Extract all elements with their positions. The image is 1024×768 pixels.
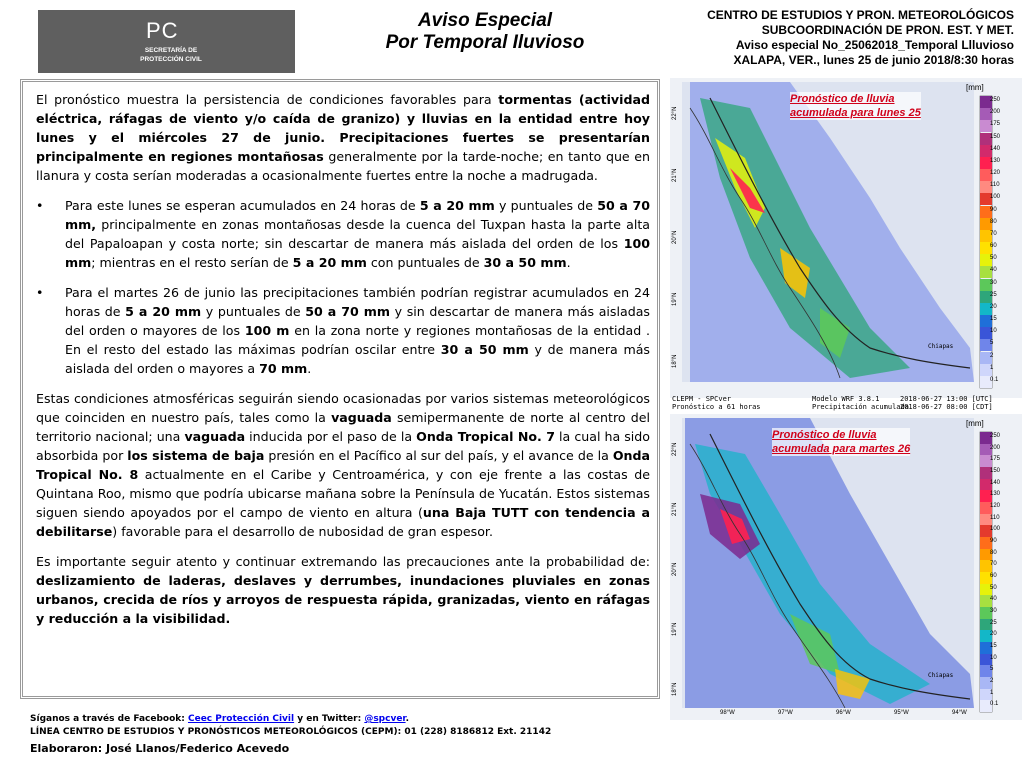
map-monday-place: Chiapas — [928, 343, 954, 350]
facebook-link[interactable]: Ceec Protección Civil — [187, 714, 295, 724]
logo-abbr: PC — [146, 18, 179, 43]
footer-social-end: . — [405, 714, 410, 724]
footer-social — [30, 713, 670, 726]
text-segment: deslizamiento de laderas, deslaves y derrumbes, inundaciones pluviales en zonas urbanos, crecida de ríos y arroyos de respuesta rápida, granizadas, viento en ráfagas y reducción a la visibilidad. — [36, 573, 650, 626]
colorbar-tick-label: 120 — [990, 503, 1001, 509]
colorbar-tick-label: 60 — [990, 243, 997, 249]
text-segment: ; mientras en el resto serían de — [91, 255, 293, 270]
colorbar-tick-label: 5 — [990, 340, 994, 347]
bullet-tuesday — [36, 283, 650, 378]
colorbar-tick-label: 5 — [990, 666, 994, 673]
lon-label: 97°W — [778, 710, 793, 716]
colorbar-tick-label: 100 — [990, 526, 1001, 533]
agency-line2: SUBCOORDINACIÓN DE PRON. EST. Y MET. — [761, 23, 1014, 37]
forecast-text-box — [20, 79, 660, 699]
info-l1: CLEPM - SPCver — [672, 395, 732, 403]
colorbar-tick-label: 0.1 — [990, 701, 999, 708]
text-segment: 5 a 20 mm — [292, 255, 367, 270]
lon-label: 96°W — [836, 710, 851, 716]
lat-label: 20°N — [672, 230, 678, 244]
map-tuesday-label-l1: Pronóstico de lluvia — [772, 429, 877, 441]
lat-label: 18°N — [672, 354, 678, 368]
text-segment: actualmente en el Caribe y Centroamérica, y con eje frente a las costas de Quintana Roo, mismo que podría ubicarse mañana sobre la Península de Yucatán. Estos sistemas siguen siendo apoyados por el campo de viento en altura ( — [36, 467, 650, 520]
rain-map-monday — [670, 78, 1022, 398]
text-segment: principalmente en zonas montañosas desde la cuenca del Tuxpan hasta la parte alta del Papaloapan y costa norte; sin descartar de manera más aislada del orden de los — [65, 217, 650, 251]
colorbar-tick-label: 1 — [990, 364, 994, 371]
colorbar-tick-label: 70 — [990, 561, 997, 568]
text-segment: 50 a 70 mm, — [65, 198, 650, 232]
map-tuesday-place: Chiapas — [928, 672, 954, 679]
text-segment: 100 mm — [65, 236, 650, 270]
text-segment: y de manera más aislada del orden o mayores a — [65, 342, 650, 376]
text-segment: Para este lunes se esperan acumulados en 24 horas de — [65, 198, 420, 213]
paragraph-intro — [36, 90, 650, 185]
colorbar-unit: [mm] — [966, 419, 984, 428]
colorbar-tick-label: 10 — [990, 654, 997, 661]
info-l2: Pronóstico a 61 horas — [672, 403, 761, 411]
bullet-dot-icon: • — [36, 285, 44, 300]
page-title — [360, 10, 610, 54]
text-segment: y sin descartar de manera más aisladas del orden o mayores de los — [65, 304, 650, 338]
footer-authors: Elaboraron: José Llanos/Federico Acevedo — [30, 742, 290, 755]
info-m1: Modelo WRF 3.8.1 — [812, 395, 880, 403]
map-tuesday-label-l2: acumulada para martes 26 — [772, 443, 911, 455]
colorbar-tick-label: 60 — [990, 573, 997, 579]
colorbar-tick-label: 175 — [990, 456, 1001, 463]
colorbar-tick-label: 110 — [990, 514, 1000, 521]
lat-label: 18°N — [672, 682, 678, 696]
text-segment: 50 a 70 mm — [305, 304, 391, 319]
text-segment: inducida por el paso de la — [245, 429, 417, 444]
logo-org — [131, 46, 211, 64]
colorbar-tick-label: 120 — [990, 170, 1001, 176]
colorbar-tick-label: 80 — [990, 549, 997, 556]
text-segment: tormentas (actividad eléctrica, ráfagas de viento y/o caída de granizo) y lluvias en la entidad entre hoy lunes y el miércoles 27 de junio. Precipitaciones fuertes se presentarían principalmente en regiones montañosas — [36, 92, 650, 164]
lat-label: 22°N — [672, 106, 678, 120]
colorbar-tick-label: 100 — [990, 194, 1001, 201]
colorbar-tick-label: 175 — [990, 121, 1001, 128]
text-segment: vaguada — [184, 429, 246, 444]
text-segment: . — [307, 361, 312, 376]
colorbar-tick-label: 20 — [990, 631, 997, 638]
colorbar-tick-label: 0.1 — [990, 376, 999, 383]
text-segment: 30 a 50 mm — [440, 342, 529, 357]
map-tuesday-label — [772, 428, 910, 456]
text-segment: vaguada — [331, 410, 392, 425]
colorbar-tick-label: 130 — [990, 491, 1001, 498]
text-segment: Onda Tropical No. 7 — [416, 429, 556, 444]
logo-line1: SECRETARÍA DE — [144, 47, 198, 54]
paragraph-systems — [36, 389, 650, 541]
colorbar-tick-label: 80 — [990, 218, 997, 225]
colorbar-tick-label: 70 — [990, 230, 997, 237]
text-segment: 5 a 20 mm — [125, 304, 202, 319]
bullet-dot-icon: • — [36, 198, 44, 213]
colorbar-tick-label: 15 — [990, 643, 997, 649]
text-segment: El pronóstico muestra la persistencia de condiciones favorables para — [36, 92, 499, 107]
colorbar-tick-label: 40 — [990, 596, 997, 603]
text-segment: . — [566, 255, 571, 270]
paragraph-precautions — [36, 552, 650, 628]
footer-social-pre: Síganos a través de Facebook: — [30, 714, 188, 724]
text-segment: con puntuales de — [366, 255, 484, 270]
text-segment: en la zona norte y regiones montañosas de la entidad . En el resto del estado las máximas podrían oscilar entre — [65, 323, 651, 357]
info-r1: 2018-06-27 13:00 [UTC] — [900, 395, 993, 403]
colorbar-tick-label: 25 — [990, 291, 997, 298]
rain-map-tuesday — [670, 414, 1022, 720]
lat-label: 21°N — [672, 168, 678, 182]
colorbar-tick-label: 200 — [990, 109, 1001, 116]
colorbar-tick-label: 25 — [990, 619, 997, 626]
bullet-monday — [36, 196, 650, 272]
colorbar-tick-label: 20 — [990, 303, 997, 310]
colorbar-tick-label: 30 — [990, 279, 997, 286]
text-segment: 100 m — [244, 323, 290, 338]
lon-label: 94°W — [952, 710, 967, 716]
colorbar-tick-label: 10 — [990, 328, 997, 335]
info-m2: Precipitación acumulada — [812, 403, 909, 411]
text-segment: 70 mm — [259, 361, 308, 376]
colorbar-tick-label: 50 — [990, 255, 997, 262]
bullet-monday-text — [65, 198, 650, 270]
map-monday-label-l1: Pronóstico de lluvia — [790, 93, 895, 105]
title-line2: Por Temporal Iluvioso — [385, 32, 585, 53]
colorbar-tick-label: 150 — [990, 133, 1001, 140]
colorbar-tick-label: 50 — [990, 584, 997, 591]
colorbar-tick-label: 15 — [990, 316, 997, 322]
colorbar-tick-label: 250 — [990, 433, 1001, 439]
text-segment: ) favorable para el desarrollo de nubosidad de gran espesor. — [112, 524, 493, 539]
footer — [30, 713, 670, 757]
agency-header — [654, 8, 1014, 68]
text-segment: Es importante seguir atento y continuar extremando las precauciones ante la probabilidad de: — [36, 554, 650, 569]
text-segment: Estas condiciones atmosféricas seguirán siendo ocasionadas por varios sistemas meteorológicos que coinciden en nuestro país, tales como la — [36, 391, 650, 425]
text-segment: y puntuales de — [494, 198, 598, 213]
agency-line1: CENTRO DE ESTUDIOS Y PRON. METEOROLÓGICOS — [707, 8, 1014, 22]
colorbar-tick-label: 2 — [990, 678, 994, 684]
text-segment: presión en el Pacífico al sur del país, y el avance de la — [264, 448, 613, 463]
colorbar-tick-label: 250 — [990, 97, 1001, 103]
lat-label: 22°N — [672, 442, 678, 456]
map-monday-label-l2: acumulada para lunes 25 — [790, 107, 921, 119]
map-monday-graphic — [670, 78, 1022, 398]
footer-social-mid: y en Twitter: — [294, 714, 365, 724]
text-segment: una Baja TUTT con tendencia a debilitarse — [36, 505, 650, 539]
colorbar-tick-label: 2 — [990, 352, 994, 359]
colorbar-tick-label: 30 — [990, 608, 997, 614]
lat-label: 19°N — [672, 622, 678, 636]
colorbar-tick-label: 40 — [990, 267, 997, 274]
colorbar-unit: [mm] — [966, 83, 984, 92]
bullet-tuesday-text — [65, 285, 650, 376]
text-segment: y puntuales de — [201, 304, 306, 319]
title-line1: Aviso Especial — [417, 10, 553, 31]
lon-label: 95°W — [894, 710, 909, 716]
footer-phone-line: LÍNEA CENTRO DE ESTUDIOS Y PRONÓSTICOS METEOROLÓGICOS (CEPM): 01 (228) 8186812 Ext. 21142 — [30, 727, 552, 737]
logo — [38, 10, 295, 73]
text-segment: la cual ha sido absorbida por — [36, 429, 650, 463]
colorbar-tick-label: 150 — [990, 468, 1001, 474]
text-segment: Onda Tropical No. 8 — [36, 448, 651, 482]
agency-line4: XALAPA, VER., lunes 25 de junio 2018/8:30 horas — [733, 53, 1014, 67]
text-segment: Para el martes 26 de junio las precipitaciones también podrían registrar acumulados en 24 horas de — [65, 285, 650, 319]
colorbar-tick-label: 140 — [990, 479, 1001, 486]
colorbar-tick-label: 110 — [990, 182, 1000, 189]
lat-label: 19°N — [672, 292, 678, 306]
text-segment: 30 a 50 mm — [483, 255, 567, 270]
info-r2: 2018-06-27 08:00 [CDT] — [900, 403, 993, 411]
colorbar-tick-label: 140 — [990, 145, 1001, 152]
map-tuesday-graphic — [670, 414, 1022, 720]
lon-label: 98°W — [720, 710, 735, 716]
text-segment: 5 a 20 mm — [419, 198, 495, 213]
text-segment: los sistema de baja — [127, 448, 265, 463]
lat-label: 21°N — [672, 502, 678, 516]
colorbar-tick-label: 130 — [990, 157, 1001, 164]
colorbar-tick-label: 1 — [990, 689, 994, 696]
logo-line2: PROTECCIÓN CIVIL — [140, 56, 202, 63]
colorbar-tick-label: 90 — [990, 206, 997, 213]
map-monday-label — [790, 92, 921, 120]
text-segment: generalmente por la tarde-noche; en tanto que en llanura y costa serían moderadas a ocasionalmente fuertes entre la noche a madrugada. — [36, 149, 650, 183]
twitter-link[interactable]: @spcver — [364, 714, 406, 724]
colorbar-tick-label: 200 — [990, 444, 1001, 451]
lat-label: 20°N — [672, 562, 678, 576]
colorbar-tick-label: 90 — [990, 538, 997, 544]
text-segment: semipermanente de norte al centro del territorio nacional; una — [36, 410, 650, 444]
forecast-text — [36, 90, 650, 639]
agency-line3: Aviso especial No_25062018_Temporal Llluvioso — [735, 38, 1014, 52]
